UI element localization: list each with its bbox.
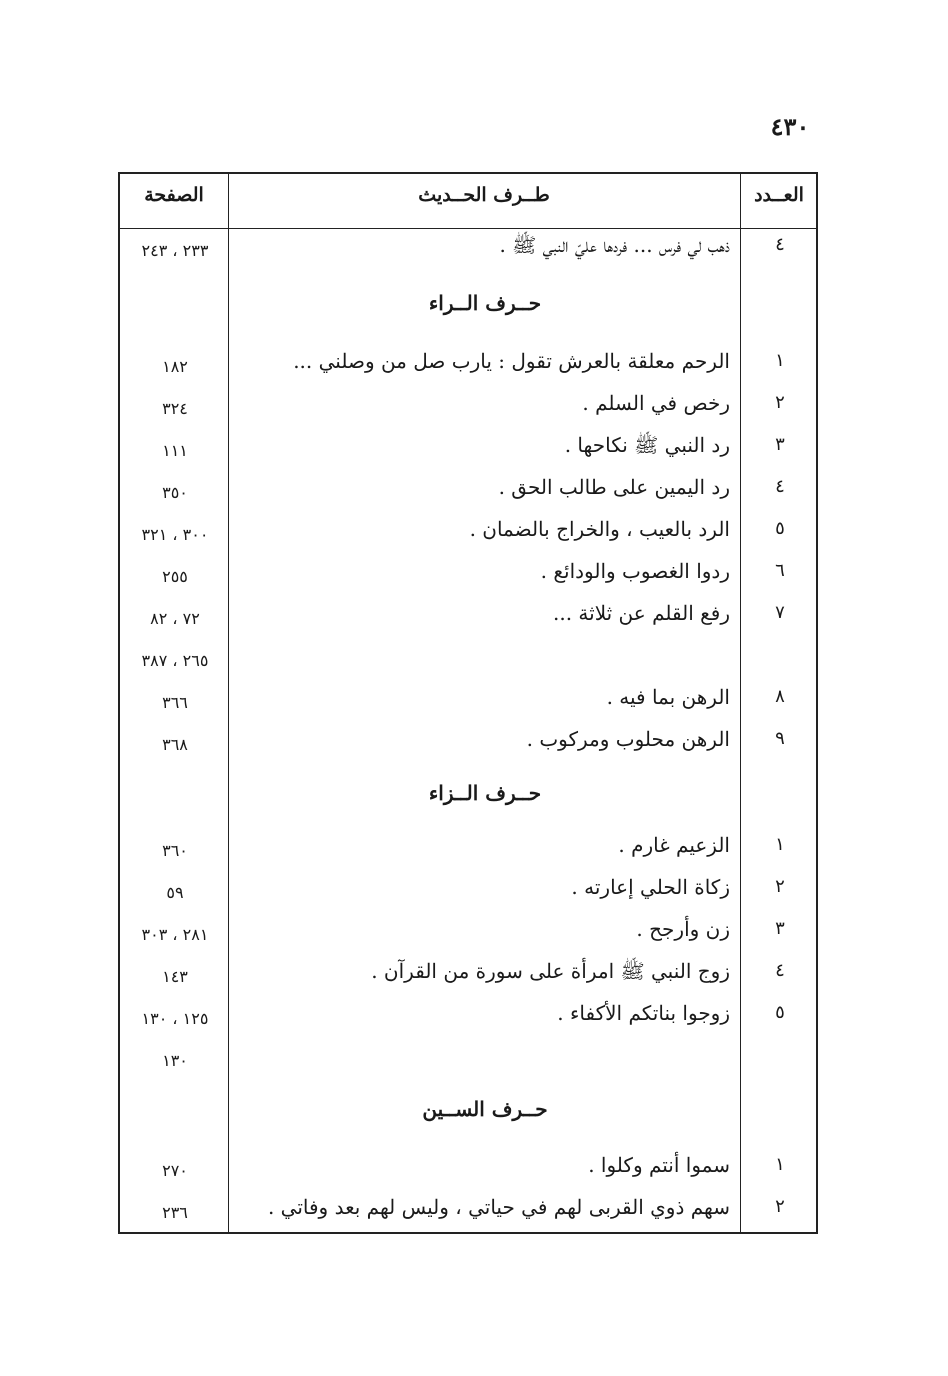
page-references: ٢٣٦: [162, 1203, 188, 1222]
header-hadith: طــرف الحــديث: [418, 184, 550, 206]
page-references: ١٨٢: [162, 357, 188, 376]
table-row: [120, 682, 816, 722]
entry-number: ٤: [775, 960, 785, 981]
section-heading: حــرف الســين: [422, 1097, 548, 1121]
hadith-text: رخص في السلم .: [582, 391, 730, 415]
table-row: [120, 514, 816, 554]
page-number: ٤٣٠: [770, 112, 810, 141]
table-row: [120, 388, 816, 428]
hadith-text: سهم ذوي القربى لهم في حياتي ، وليس لهم بعد وفاتي .: [267, 1195, 730, 1219]
table-row: [120, 1040, 816, 1080]
entry-number: ٩: [775, 728, 785, 749]
hadith-text: رفع القلم عن ثلاثة ...: [552, 601, 730, 625]
table-row: [120, 472, 816, 512]
entry-number: ٣: [775, 434, 785, 455]
table-row: [120, 724, 816, 764]
table-row: [120, 556, 816, 596]
hadith-text: زوج النبي ﷺ امرأة على سورة من القرآن .: [371, 959, 730, 983]
page-references: ٣٥٠: [162, 483, 188, 502]
page-references: ١١١: [162, 441, 188, 460]
hadith-text: رد النبي ﷺ نكاحها .: [564, 433, 730, 457]
page-references: ٢٨١ ، ٣٠٣: [141, 925, 209, 944]
page-references: ١٤٣: [162, 967, 188, 986]
hadith-index-table: [118, 172, 818, 1234]
header-divider: [120, 228, 816, 229]
hadith-text: زن وأرجح .: [636, 917, 730, 941]
page-references: ٢٥٥: [162, 567, 188, 586]
entry-number: ٥: [775, 518, 785, 539]
table-row: [120, 998, 816, 1038]
header-count: العــدد: [754, 184, 804, 206]
page-references: ٢٣٣ ، ٢٤٣: [141, 241, 209, 260]
hadith-text: ردوا الغصوب والودائع .: [540, 559, 730, 583]
table-row: [120, 430, 816, 470]
hadith-text: الزعيم غارم .: [618, 833, 730, 857]
entry-number: ٢: [775, 876, 785, 897]
hadith-text: سموا أنتم وكلوا .: [588, 1153, 730, 1177]
section-heading: حــرف الــراء: [428, 291, 542, 315]
entry-number: ٤: [775, 476, 785, 497]
page-references: ١٢٥ ، ١٣٠: [141, 1009, 209, 1028]
hadith-text: الرحم معلقة بالعرش تقول : يارب صل من وصلني ...: [293, 349, 730, 373]
table-row: [120, 914, 816, 954]
table-row: [120, 346, 816, 386]
page-references: ٣٦٨: [162, 735, 188, 754]
hadith-text: الرد بالعيب ، والخراج بالضمان .: [469, 517, 730, 541]
table-row: [120, 872, 816, 912]
entry-number: ٢: [775, 392, 785, 413]
table-row: [120, 830, 816, 870]
entry-number: ٤: [775, 234, 785, 255]
page-references: ٧٢ ، ٨٢: [150, 609, 200, 628]
entry-number: ٣: [775, 918, 785, 939]
page-references: ٣٠٠ ، ٣٢١: [141, 525, 209, 544]
header-page: الصفحة: [144, 184, 204, 206]
entry-number: ٢: [775, 1196, 785, 1217]
hadith-text: زكاة الحلي إعارته .: [571, 875, 730, 899]
hadith-text: زوجوا بناتكم الأكفاء .: [557, 1001, 730, 1025]
page-references: ٣٦٦: [162, 693, 188, 712]
section-heading: حــرف الــزاء: [428, 781, 542, 805]
entry-number: ١: [775, 350, 785, 371]
hadith-text: الرهن محلوب ومركوب .: [526, 727, 730, 751]
page-references: ٣٢٤: [162, 399, 188, 418]
table-row: [120, 956, 816, 996]
table-row: [120, 230, 816, 270]
page-references: ١٣٠: [162, 1051, 188, 1070]
hadith-text: ذهب لي فرس ... فردها عليّ النبي ﷺ .: [499, 233, 730, 257]
entry-number: ٥: [775, 1002, 785, 1023]
entry-number: ١: [775, 1154, 785, 1175]
table-row: [120, 640, 816, 680]
entry-number: ٨: [775, 686, 785, 707]
page-references: ٢٦٥ ، ٣٨٧: [141, 651, 209, 670]
page-references: ٥٩: [166, 883, 184, 902]
entry-number: ٧: [775, 602, 785, 623]
hadith-text: الرهن بما فيه .: [606, 685, 730, 709]
hadith-text: رد اليمين على طالب الحق .: [498, 475, 730, 499]
table-row: [120, 1150, 816, 1190]
entry-number: ١: [775, 834, 785, 855]
table-row: [120, 598, 816, 638]
entry-number: ٦: [775, 560, 785, 581]
page-references: ٣٦٠: [162, 841, 188, 860]
table-row: [120, 1192, 816, 1232]
page-references: ٢٧٠: [162, 1161, 188, 1180]
